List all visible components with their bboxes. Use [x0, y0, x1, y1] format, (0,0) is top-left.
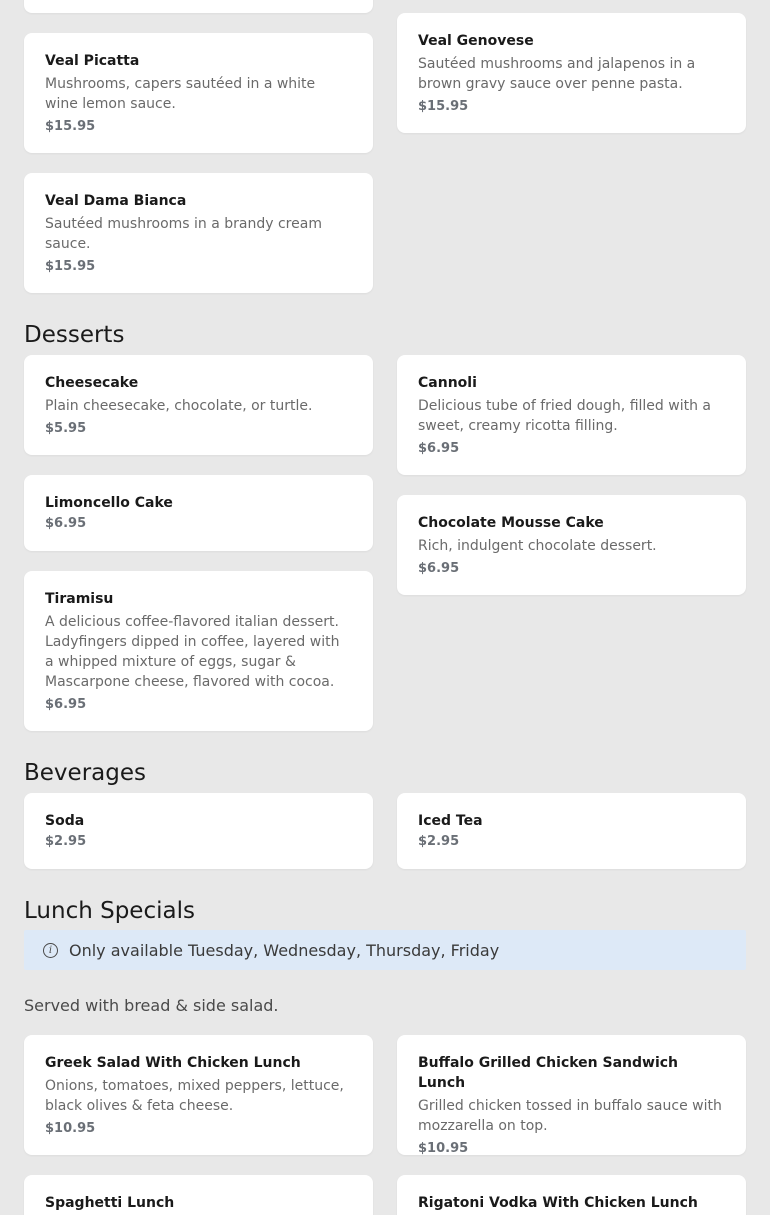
item-description: Sautéed mushrooms in a brandy cream sauce. [45, 216, 322, 252]
menu-item-card[interactable] [397, 355, 746, 475]
menu-item-card[interactable] [24, 1035, 373, 1155]
item-price: $15.95 [45, 259, 96, 274]
item-description: Delicious tube of fried dough, filled with a sweet, creamy ricotta filling. [418, 398, 711, 434]
item-name: Buffalo Grilled Chicken Sandwich Lunch [418, 1055, 679, 1091]
menu-item-card[interactable] [397, 13, 746, 133]
menu-item-card[interactable] [397, 495, 746, 595]
item-description: Sautéed mushrooms and jalapenos in a brown gravy sauce over penne pasta. [418, 56, 696, 92]
item-price: $15.95 [418, 99, 469, 114]
item-description: Mushrooms, capers sautéed in a white wine lemon sauce. [45, 76, 316, 112]
menu-item-card[interactable] [24, 1175, 373, 1215]
served-with-text: Served with bread & side salad. [24, 996, 279, 1015]
item-price: $2.95 [418, 834, 460, 849]
menu-item-card[interactable] [397, 793, 746, 869]
item-description: Grilled chicken tossed in buffalo sauce with mozzarella on top. [418, 1098, 722, 1134]
item-price: $10.95 [45, 1121, 96, 1136]
item-name: Tiramisu [45, 591, 114, 607]
item-description: Plain cheesecake, chocolate, or turtle. [45, 398, 313, 414]
menu-item-card[interactable] [24, 355, 373, 455]
item-description: Rich, indulgent chocolate dessert. [418, 538, 657, 554]
item-price: $6.95 [418, 441, 460, 456]
notice-text: Only available Tuesday, Wednesday, Thursday, Friday [69, 940, 500, 960]
item-name: Cannoli [418, 375, 477, 391]
item-name: Cheesecake [45, 375, 139, 391]
item-description: A delicious coffee-flavored italian dessert. Ladyfingers dipped in coffee, layered with a whipped mixture of eggs, sugar & Mascarpone cheese, flavored with cocoa. [45, 614, 340, 690]
item-name: Limoncello Cake [45, 495, 173, 511]
info-icon: i [43, 943, 58, 958]
menu-item-card[interactable] [397, 1175, 746, 1215]
item-description: Onions, tomatoes, mixed peppers, lettuce, black olives & feta cheese. [45, 1078, 344, 1114]
item-name: Chocolate Mousse Cake [418, 515, 604, 531]
item-name: Soda [45, 813, 85, 829]
menu-item-card[interactable] [24, 33, 373, 153]
item-name: Rigatoni Vodka With Chicken Lunch [418, 1195, 698, 1211]
item-price: $6.95 [418, 561, 460, 576]
item-price: $6.95 [45, 697, 87, 712]
menu-item-card[interactable] [24, 475, 373, 551]
section-title-beverages: Beverages [24, 760, 146, 786]
menu-item-card[interactable] [24, 0, 373, 13]
item-price: $15.95 [45, 119, 96, 134]
menu-item-card[interactable] [24, 571, 373, 731]
item-name: Veal Dama Bianca [45, 193, 187, 209]
section-title-lunch-specials: Lunch Specials [24, 898, 195, 924]
menu-item-card[interactable] [24, 173, 373, 293]
item-name: Iced Tea [418, 813, 483, 829]
item-price: $10.95 [418, 1141, 469, 1156]
item-price: $5.95 [45, 421, 87, 436]
item-name: Greek Salad With Chicken Lunch [45, 1055, 301, 1071]
menu-item-card[interactable] [24, 793, 373, 869]
section-title-desserts: Desserts [24, 322, 125, 348]
availability-notice [24, 930, 746, 970]
item-price: $2.95 [45, 834, 87, 849]
item-name: Veal Picatta [45, 53, 140, 69]
item-name: Spaghetti Lunch [45, 1195, 175, 1211]
menu-item-card[interactable] [397, 1035, 746, 1155]
item-price: $6.95 [45, 516, 87, 531]
item-name: Veal Genovese [418, 33, 534, 49]
